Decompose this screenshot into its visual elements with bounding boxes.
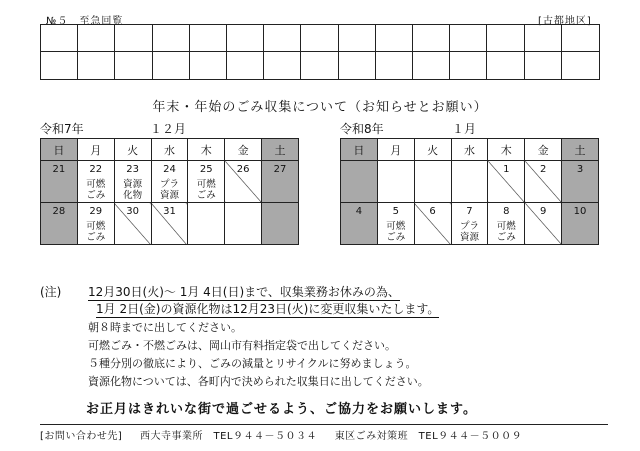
jan-day-cell (377, 161, 414, 203)
dec-day-cell (41, 203, 78, 245)
dec-day-number (262, 206, 298, 219)
dec-day-cell (114, 203, 151, 245)
jan-day-cell (451, 203, 488, 245)
jan-weekday: 火 (414, 139, 451, 161)
greeting: お正月はきれいな街で過ごせるよう、ご協力をお願いします。 (86, 402, 477, 417)
jan-day-number: 1 (503, 164, 510, 175)
contact-label: [お問い合わせ先] (40, 431, 123, 442)
dec-day-number: 29 (89, 206, 103, 217)
contact-info (40, 424, 608, 442)
dec-day-number (225, 206, 261, 219)
dec-day-cell (262, 161, 299, 203)
district-label: [古都地区] (538, 16, 592, 27)
notes-line-6: 資源化物については、各町内で決められた収集日に出してください。 (88, 375, 429, 388)
jan-day-number (415, 164, 451, 177)
dec-day-number: 22 (89, 164, 103, 175)
dec-day-cell (77, 203, 114, 245)
jan-weekday: 金 (525, 139, 562, 161)
circular-number: №５ 至急回覧 (46, 16, 124, 27)
dec-day-number: 30 (126, 206, 139, 217)
jan-day-cell (341, 161, 378, 203)
dec-day-cell (41, 161, 78, 203)
dec-day-number: 24 (163, 164, 176, 175)
jan-day-cell (488, 161, 525, 203)
dec-collection-label: 可燃 ごみ (196, 179, 216, 201)
dec-day-cell (151, 203, 188, 245)
jan-collection-label: プラ 資源 (459, 221, 479, 243)
jan-day-number: 6 (429, 206, 436, 217)
jan-weekday: 水 (451, 139, 488, 161)
dec-day-number: 21 (52, 164, 66, 175)
jan-weekday: 日 (341, 139, 378, 161)
dec-day-number: 28 (52, 206, 66, 217)
jan-day-number (341, 164, 377, 177)
jan-day-cell (414, 203, 451, 245)
dec-day-cell (188, 203, 225, 245)
jan-day-number: 3 (576, 164, 584, 175)
jan-day-number: 2 (539, 164, 547, 175)
dec-weekday: 月 (77, 139, 114, 161)
jan-weekday: 土 (562, 139, 599, 161)
jan-day-cell (414, 161, 451, 203)
notes-line-2: 1月 2日(金)の資源化物は12月23日(火)に変更収集いたします。 (96, 302, 440, 316)
jan-day-cell (562, 161, 599, 203)
jan-day-number: 10 (573, 206, 587, 217)
page-title: 年末・年始のごみ収集について（お知らせとお願い） (152, 100, 488, 115)
dec-day-cell (188, 161, 225, 203)
jan-era: 令和8年 (340, 122, 384, 136)
jan-day-number: 5 (392, 206, 399, 217)
jan-day-cell (451, 161, 488, 203)
jan-day-cell (562, 203, 599, 245)
jan-day-number: 7 (466, 206, 473, 217)
dec-day-number: 23 (126, 164, 139, 175)
dec-day-cell (225, 161, 262, 203)
calendar-january (340, 138, 599, 245)
dec-day-number: 26 (236, 164, 250, 175)
jan-collection-label: 可燃 ごみ (386, 221, 406, 243)
dec-weekday: 火 (114, 139, 151, 161)
contact-office-1: 西大寺事業所 TEL９４４－５０３４ (140, 431, 317, 442)
circulation-stamp-grid (40, 24, 600, 80)
jan-weekday: 月 (377, 139, 414, 161)
dec-day-cell (114, 161, 151, 203)
jan-collection-label: 可燃 ごみ (496, 221, 516, 243)
dec-day-number (188, 206, 224, 219)
notes-line-3: 朝８時までに出してください。 (88, 321, 242, 334)
dec-collection-label: プラ 資源 (159, 179, 179, 201)
jan-day-number: 9 (539, 206, 547, 217)
jan-day-cell (488, 203, 525, 245)
jan-day-cell (525, 161, 562, 203)
dec-weekday: 土 (262, 139, 299, 161)
dec-day-cell (262, 203, 299, 245)
jan-day-cell (341, 203, 378, 245)
jan-day-number: 8 (503, 206, 510, 217)
notes-line-1: 12月30日(火)～ 1月 4日(日)まで、収集業務お休みの為、 (88, 285, 400, 299)
jan-day-number: 4 (355, 206, 363, 217)
dec-day-number: 31 (163, 206, 176, 217)
jan-day-number (452, 164, 488, 177)
dec-weekday: 木 (188, 139, 225, 161)
notes-line-4: 可燃ごみ・不燃ごみは、岡山市有料指定袋で出してください。 (88, 339, 396, 352)
calendar-december (40, 138, 299, 245)
dec-month: １２月 (150, 122, 187, 136)
dec-day-number: 27 (273, 164, 287, 175)
jan-month: １月 (452, 122, 477, 136)
dec-day-cell (77, 161, 114, 203)
contact-office-2: 東区ごみ対策班 TEL９４４－５００９ (334, 431, 523, 442)
dec-day-number: 25 (199, 164, 213, 175)
dec-weekday: 日 (41, 139, 78, 161)
dec-day-cell (151, 161, 188, 203)
jan-weekday: 木 (488, 139, 525, 161)
dec-weekday: 水 (151, 139, 188, 161)
jan-day-number (378, 164, 414, 177)
jan-day-cell (377, 203, 414, 245)
dec-collection-label: 可燃 ごみ (86, 179, 106, 201)
dec-day-cell (225, 203, 262, 245)
jan-day-cell (525, 203, 562, 245)
dec-era: 令和7年 (40, 122, 84, 136)
dec-weekday: 金 (225, 139, 262, 161)
dec-collection-label: 資源 化物 (123, 179, 143, 201)
dec-collection-label: 可燃 ごみ (86, 221, 106, 243)
notes-marker: (注) (40, 285, 62, 299)
notes-line-5: ５種分別の徹底により、ごみの減量とリサイクルに努めましょう。 (88, 357, 417, 370)
